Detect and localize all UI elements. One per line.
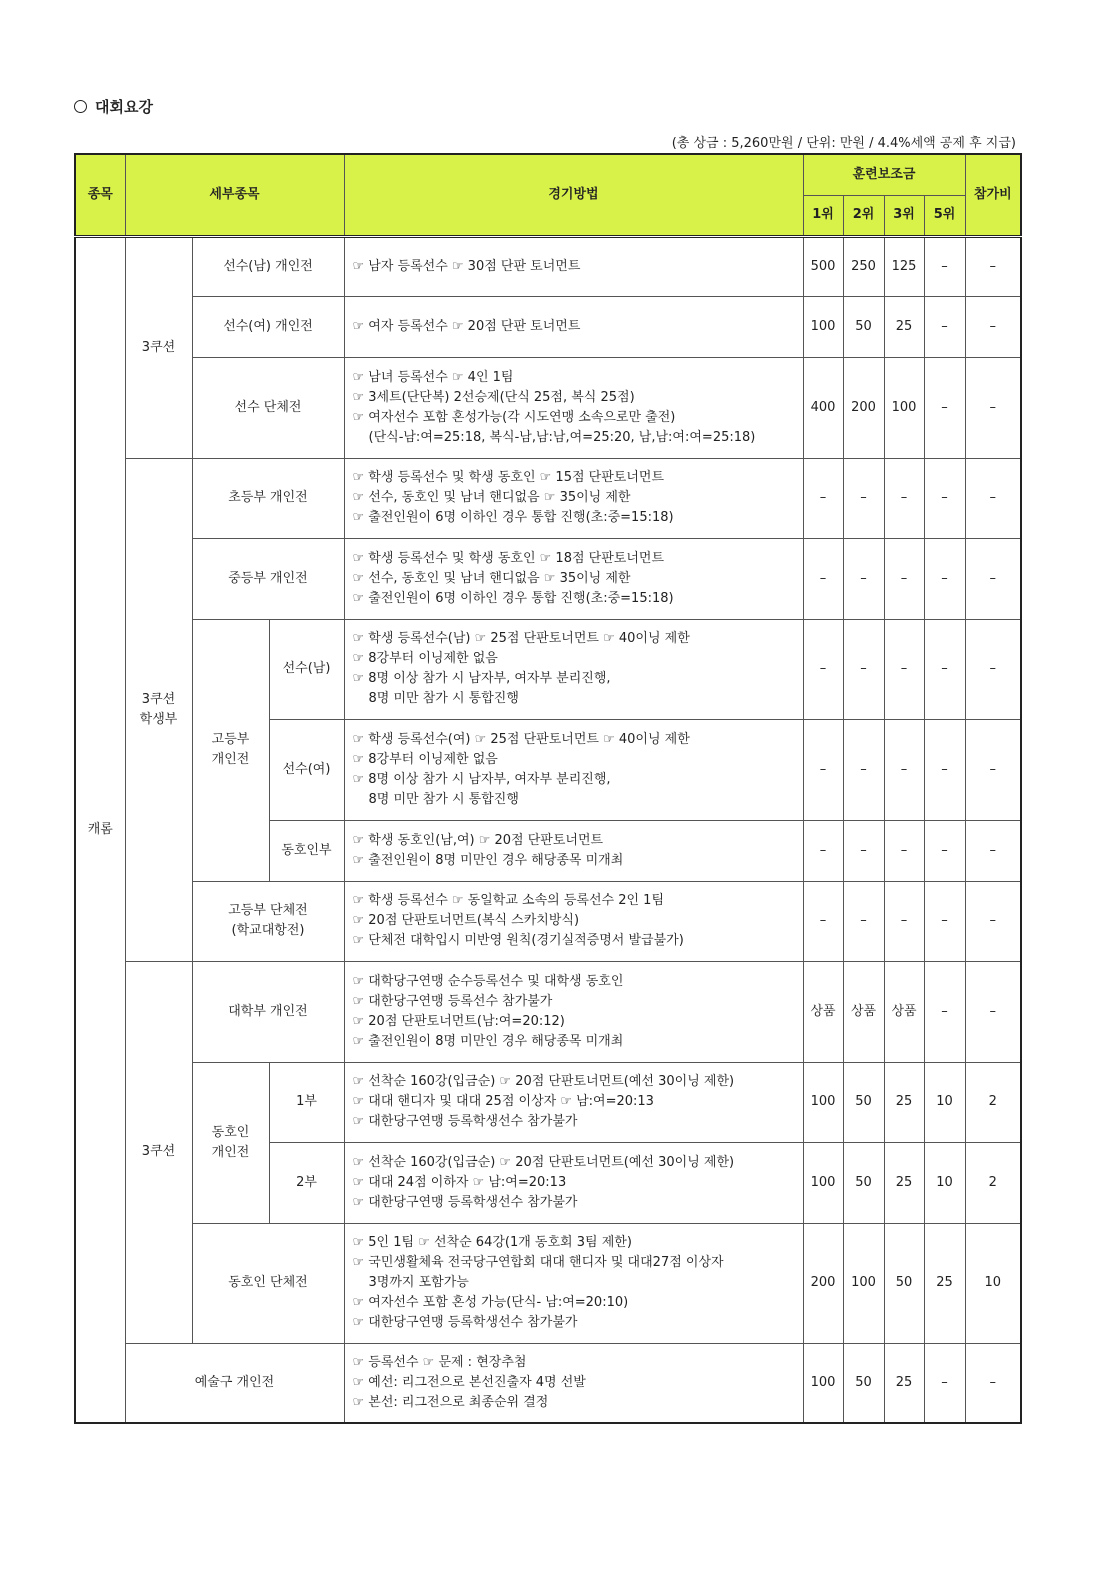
method-line: ☞ 5인 1팀 ☞ 선착순 64강(1개 동호회 3팀 제한) — [352, 1235, 632, 1250]
prize-r2-cell: – — [843, 538, 884, 619]
method-line: ☞ 국민생활체육 전국당구연합회 대대 핸디자 및 대대27점 이상자 — [352, 1255, 724, 1270]
table-row — [75, 1062, 1021, 1142]
prize-r1-cell: – — [803, 820, 843, 881]
prize-r1-cell: 100 — [803, 1062, 843, 1142]
method-line: ☞ 학생 등록선수 및 학생 동호인 ☞ 15점 단판토너먼트 — [352, 470, 665, 485]
fee-cell: – — [965, 236, 1021, 296]
table-row — [75, 1343, 1021, 1423]
method-line: ☞ 학생 등록선수(여) ☞ 25점 단판토너먼트 ☞ 40이닝 제한 — [352, 731, 690, 747]
header-fee: 참가비 — [965, 154, 1021, 236]
prize-r1-cell: 200 — [803, 1223, 843, 1343]
method-line: 3명까지 포함가능 — [368, 1275, 469, 1290]
fee-cell: – — [965, 881, 1021, 961]
group-cell: 3쿠션 — [125, 961, 192, 1343]
sub-event-cell: 선수 단체전 — [192, 357, 344, 458]
prize-r2-cell: 200 — [843, 357, 884, 458]
fee-cell: – — [965, 357, 1021, 458]
method-line: ☞ 대한당구연맹 등록선수 참가불가 — [352, 993, 553, 1009]
prize-r1-cell: 500 — [803, 236, 843, 296]
method-line: ☞ 학생 등록선수(남) ☞ 25점 단판토너먼트 ☞ 40이닝 제한 — [352, 631, 690, 646]
prize-r2-cell: – — [843, 719, 884, 820]
event-cell: 캐롬 — [75, 236, 125, 1423]
prize-r5-cell: – — [924, 296, 965, 357]
fee-cell: – — [965, 458, 1021, 538]
method-line: ☞ 등록선수 ☞ 문제 : 현장추첨 — [352, 1354, 527, 1370]
prize-r3-cell: 25 — [884, 1062, 924, 1142]
table-row — [75, 538, 1021, 619]
method-line: ☞ 대한당구연맹 등록학생선수 참가불가 — [352, 1315, 578, 1330]
header-rank-5: 5위 — [924, 195, 965, 236]
method-line: ☞ 대한당구연맹 등록학생선수 참가불가 — [352, 1194, 578, 1210]
fee-cell: – — [965, 538, 1021, 619]
method-line: ☞ 8강부터 이닝제한 없음 — [352, 651, 498, 666]
prize-r5-cell: – — [924, 1343, 965, 1423]
method-line: ☞ 여자 등록선수 ☞ 20점 단판 토너먼트 — [352, 318, 581, 334]
fee-cell: 10 — [965, 1223, 1021, 1343]
prize-r5-cell: – — [924, 881, 965, 961]
method-line: ☞ 출전인원이 8명 미만인 경우 해당종목 미개최 — [352, 1033, 624, 1049]
prize-r3-cell: – — [884, 881, 924, 961]
header-rank-1: 1위 — [803, 195, 843, 236]
method-line: ☞ 선착순 160강(입금순) ☞ 20점 단판토너먼트(예선 30이닝 제한) — [352, 1154, 735, 1170]
method-line: ☞ 출전인원이 6명 이하인 경우 통합 진행(초:중=15:18) — [352, 590, 674, 606]
table-row — [75, 1223, 1021, 1343]
prize-r3-cell: 25 — [884, 1343, 924, 1423]
prize-r2-cell: 50 — [843, 296, 884, 357]
header-subsidy: 훈련보조금 — [803, 154, 965, 195]
prize-r3-cell: – — [884, 820, 924, 881]
prize-r5-cell: 10 — [924, 1062, 965, 1142]
prize-r5-cell: 10 — [924, 1142, 965, 1223]
prize-r1-cell: 100 — [803, 1142, 843, 1223]
method-line: 8명 미만 참가 시 통합진행 — [368, 691, 519, 706]
method-cell — [344, 1223, 803, 1343]
prize-r2-cell: 250 — [843, 236, 884, 296]
header-rank-3: 3위 — [884, 195, 924, 236]
prize-r3-cell: 25 — [884, 1142, 924, 1223]
method-line: ☞ 학생 동호인(남,여) ☞ 20점 단판토너먼트 — [352, 832, 604, 848]
table-row — [75, 881, 1021, 961]
prize-r2-cell: 상품 — [843, 961, 884, 1062]
prize-note: (총 상금 : 5,260만원 / 단위: 만원 / 4.4%세액 공제 후 지급) — [671, 136, 1016, 151]
method-line: ☞ 학생 등록선수 ☞ 동일학교 소속의 등록선수 2인 1팀 — [352, 893, 665, 908]
method-cell — [344, 357, 803, 458]
fee-cell: – — [965, 296, 1021, 357]
fee-cell: 2 — [965, 1062, 1021, 1142]
prize-r2-cell: 50 — [843, 1142, 884, 1223]
prize-r3-cell: 100 — [884, 357, 924, 458]
prize-r5-cell: – — [924, 357, 965, 458]
method-line: ☞ 20점 단판토너먼트(남:여=20:12) — [352, 1013, 565, 1029]
fee-cell: – — [965, 820, 1021, 881]
method-cell — [344, 719, 803, 820]
prize-r3-cell: 125 — [884, 236, 924, 296]
table-row — [75, 296, 1021, 357]
method-line: ☞ 8강부터 이닝제한 없음 — [352, 751, 498, 767]
prize-r1-cell: – — [803, 719, 843, 820]
method-line: ☞ 3세트(단단복) 2선승제(단식 25점, 복식 25점) — [352, 389, 635, 405]
sub-event-cell: 선수(남) — [269, 619, 344, 719]
method-line: ☞ 선수, 동호인 및 남녀 핸디없음 ☞ 35이닝 제한 — [352, 570, 631, 586]
method-cell — [344, 881, 803, 961]
prize-r5-cell: – — [924, 458, 965, 538]
method-line: 8명 미만 참가 시 통합진행 — [368, 791, 519, 807]
sub-event-cell: 동호인부 — [269, 820, 344, 881]
table-row — [75, 619, 1021, 719]
competition-table — [74, 153, 1022, 1424]
circle-bullet-icon — [74, 100, 87, 113]
sub-event-cell: 선수(여) 개인전 — [192, 296, 344, 357]
sub-event-cell: 중등부 개인전 — [192, 538, 344, 619]
method-line: ☞ 대학당구연맹 순수등록선수 및 대학생 동호인 — [352, 973, 624, 989]
method-line: ☞ 20점 단판토너먼트(복식 스카치방식) — [352, 913, 580, 928]
prize-r3-cell: 25 — [884, 296, 924, 357]
prize-r3-cell: – — [884, 719, 924, 820]
sub-event-cell: 예술구 개인전 — [125, 1343, 344, 1423]
prize-r5-cell: 25 — [924, 1223, 965, 1343]
prize-r1-cell: – — [803, 619, 843, 719]
table-row — [75, 458, 1021, 538]
method-cell — [344, 236, 803, 296]
header-method: 경기방법 — [344, 154, 803, 236]
prize-r2-cell: 50 — [843, 1343, 884, 1423]
group-cell: 3쿠션 학생부 — [125, 458, 192, 961]
method-line: ☞ 남자 등록선수 ☞ 30점 단판 토너먼트 — [352, 258, 581, 274]
sub-event-cell: 선수(남) 개인전 — [192, 236, 344, 296]
method-cell — [344, 296, 803, 357]
method-line: (단식-남:여=25:18, 복식-남,남:남,여=25:20, 남,남:여:여=25:18) — [368, 429, 756, 445]
prize-r5-cell: – — [924, 538, 965, 619]
method-line: ☞ 단체전 대학입시 미반영 원칙(경기실적증명서 발급불가) — [352, 933, 684, 948]
header-event: 종목 — [75, 154, 125, 236]
header-rank-2: 2위 — [843, 195, 884, 236]
prize-r2-cell: – — [843, 619, 884, 719]
prize-r1-cell: 400 — [803, 357, 843, 458]
method-cell — [344, 820, 803, 881]
prize-r5-cell: – — [924, 719, 965, 820]
subgroup-cell: 고등부 개인전 — [192, 619, 269, 881]
method-line: ☞ 대대 24점 이하자 ☞ 남:여=20:13 — [352, 1174, 567, 1190]
method-line: ☞ 대한당구연맹 등록학생선수 참가불가 — [352, 1114, 578, 1129]
prize-r1-cell: – — [803, 881, 843, 961]
prize-r5-cell: – — [924, 820, 965, 881]
method-cell — [344, 1142, 803, 1223]
method-cell — [344, 1062, 803, 1142]
method-line: ☞ 출전인원이 8명 미만인 경우 해당종목 미개최 — [352, 852, 624, 868]
method-cell — [344, 1343, 803, 1423]
prize-r1-cell: 상품 — [803, 961, 843, 1062]
header-sub-event: 세부종목 — [125, 154, 344, 236]
method-line: ☞ 여자선수 포함 혼성 가능(단식- 남:여=20:10) — [352, 1295, 629, 1310]
prize-r3-cell: 상품 — [884, 961, 924, 1062]
prize-r2-cell: – — [843, 820, 884, 881]
prize-r1-cell: 100 — [803, 296, 843, 357]
sub-event-cell: 1부 — [269, 1062, 344, 1142]
section-heading — [74, 96, 153, 117]
fee-cell: – — [965, 619, 1021, 719]
method-line: ☞ 선착순 160강(입금순) ☞ 20점 단판토너먼트(예선 30이닝 제한) — [352, 1074, 735, 1089]
section-heading-text: 대회요강 — [95, 98, 153, 116]
method-line: ☞ 학생 등록선수 및 학생 동호인 ☞ 18점 단판토너먼트 — [352, 550, 665, 566]
group-cell: 3쿠션 — [125, 236, 192, 458]
method-line: ☞ 예선: 리그전으로 본선진출자 4명 선발 — [352, 1374, 586, 1390]
sub-event-cell: 대학부 개인전 — [192, 961, 344, 1062]
prize-r3-cell: – — [884, 538, 924, 619]
prize-r3-cell: 50 — [884, 1223, 924, 1343]
method-line: ☞ 남녀 등록선수 ☞ 4인 1팀 — [352, 369, 514, 385]
fee-cell: – — [965, 1343, 1021, 1423]
sub-event-cell: 선수(여) — [269, 719, 344, 820]
method-cell — [344, 619, 803, 719]
method-line: ☞ 8명 이상 참가 시 남자부, 여자부 분리진행, — [352, 771, 611, 787]
table-row — [75, 236, 1021, 296]
method-line: ☞ 본선: 리그전으로 최종순위 결정 — [352, 1394, 549, 1410]
method-cell — [344, 538, 803, 619]
prize-r3-cell: – — [884, 458, 924, 538]
sub-event-cell: 초등부 개인전 — [192, 458, 344, 538]
prize-r2-cell: – — [843, 881, 884, 961]
subgroup-cell: 동호인 개인전 — [192, 1062, 269, 1223]
table-row — [75, 961, 1021, 1062]
fee-cell: – — [965, 719, 1021, 820]
method-line: ☞ 출전인원이 6명 이하인 경우 통합 진행(초:중=15:18) — [352, 510, 674, 525]
prize-r3-cell: – — [884, 619, 924, 719]
prize-r1-cell: – — [803, 458, 843, 538]
sub-event-cell: 고등부 단체전 (학교대항전) — [192, 881, 344, 961]
fee-cell: 2 — [965, 1142, 1021, 1223]
method-line: ☞ 여자선수 포함 혼성가능(각 시도연맹 소속으로만 출전) — [352, 409, 676, 425]
method-cell — [344, 458, 803, 538]
prize-r2-cell: – — [843, 458, 884, 538]
method-line: ☞ 대대 핸디자 및 대대 25점 이상자 ☞ 남:여=20:13 — [352, 1094, 654, 1109]
prize-r1-cell: 100 — [803, 1343, 843, 1423]
prize-r2-cell: 50 — [843, 1062, 884, 1142]
fee-cell: – — [965, 961, 1021, 1062]
prize-r5-cell: – — [924, 961, 965, 1062]
method-line: ☞ 8명 이상 참가 시 남자부, 여자부 분리진행, — [352, 671, 611, 686]
prize-r5-cell: – — [924, 619, 965, 719]
table-row — [75, 357, 1021, 458]
method-line: ☞ 선수, 동호인 및 남녀 핸디없음 ☞ 35이닝 제한 — [352, 490, 631, 505]
sub-event-cell: 2부 — [269, 1142, 344, 1223]
table-body — [75, 236, 1021, 1423]
sub-event-cell: 동호인 단체전 — [192, 1223, 344, 1343]
method-cell — [344, 961, 803, 1062]
prize-r2-cell: 100 — [843, 1223, 884, 1343]
prize-r5-cell: – — [924, 236, 965, 296]
prize-r1-cell: – — [803, 538, 843, 619]
